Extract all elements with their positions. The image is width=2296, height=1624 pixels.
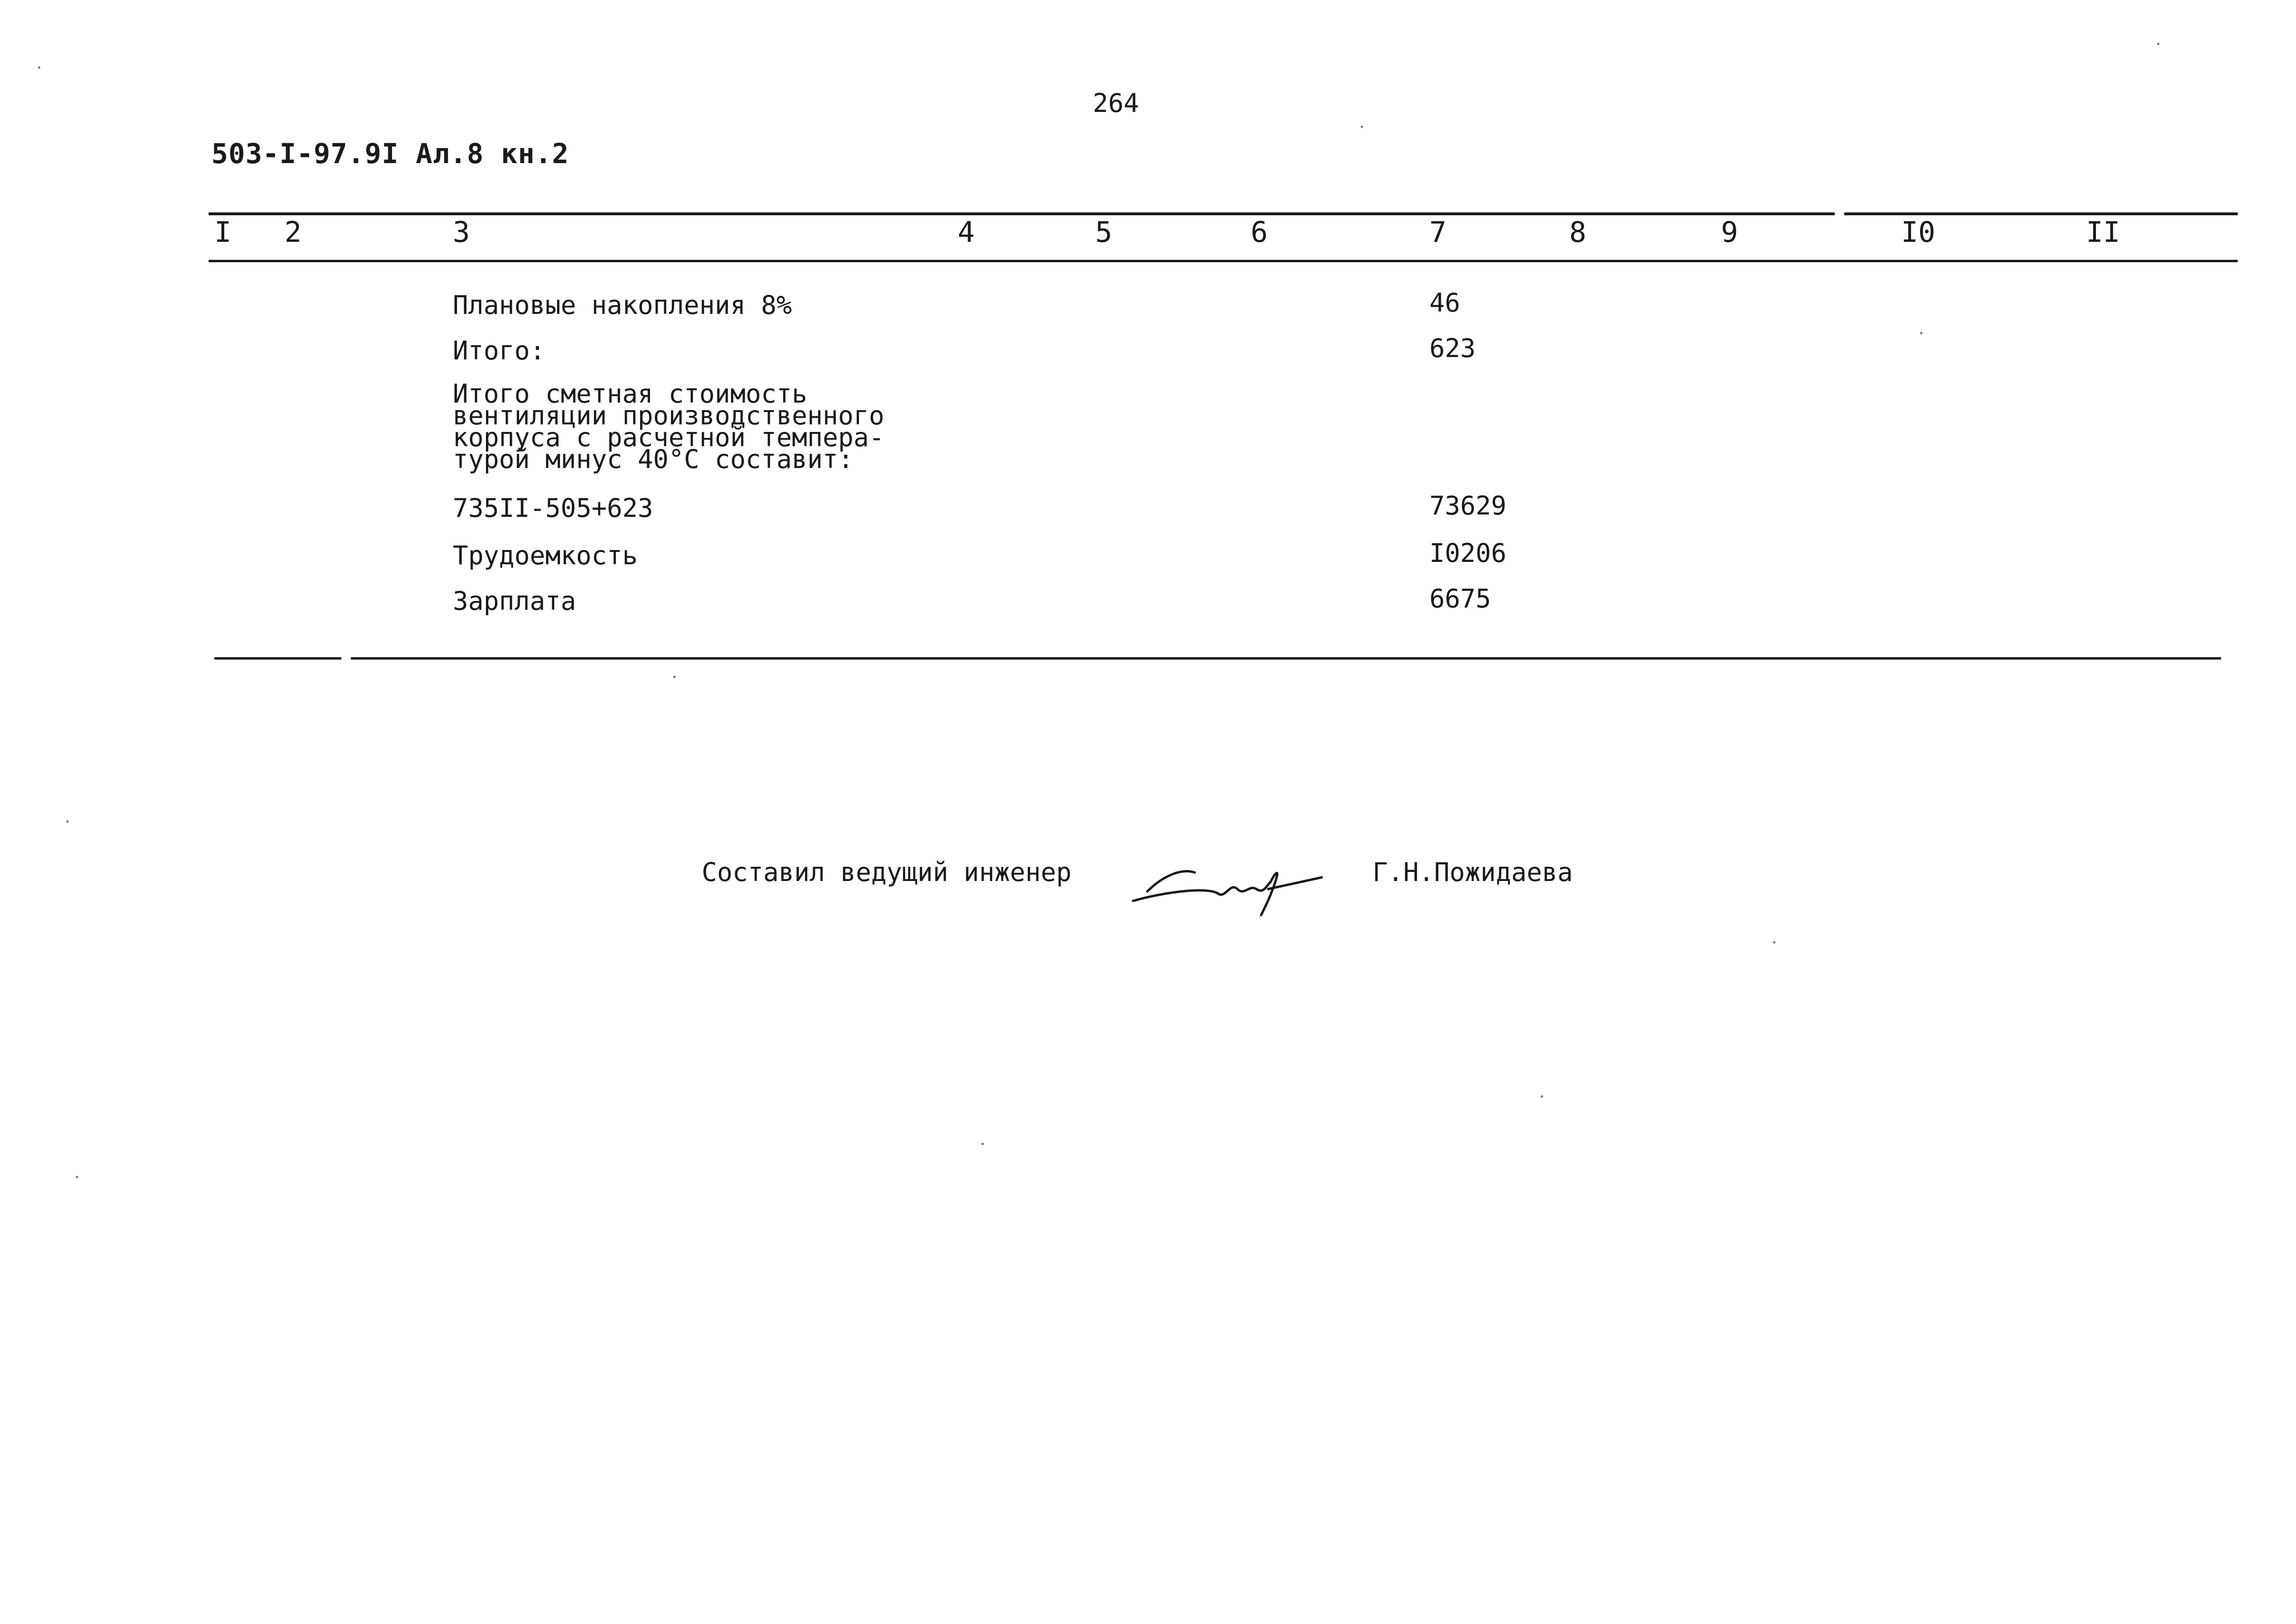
handwritten-signature: [1124, 844, 1323, 920]
scan-speck: [1541, 1095, 1543, 1098]
scan-speck: [1920, 332, 1922, 334]
document-code: 503-I-97.9I Ал.8 кн.2: [211, 138, 569, 170]
header-rule-top-right: [1844, 212, 2238, 215]
scan-speck: [2157, 43, 2159, 45]
signer-name: Г.Н.Пожидаева: [1372, 857, 1573, 887]
scan-speck: [76, 1176, 78, 1178]
scan-speck: [1361, 126, 1363, 128]
header-rule-top: [209, 212, 1835, 215]
column-header-3: 3: [453, 216, 470, 249]
row-label-total-description: Итого сметная стоимость вентиляции производственного корпуса с расчетной темпера- турой минус 40°С составит:: [453, 379, 885, 474]
column-header-9: 9: [1721, 216, 1738, 249]
scan-speck: [673, 676, 676, 678]
page-number: 264: [1093, 88, 1139, 118]
table-bottom-rule-left: [214, 657, 341, 660]
compiled-by-label: Составил ведущий инженер: [702, 857, 1072, 887]
scan-speck: [38, 66, 40, 69]
row-label-wages: Зарплата: [453, 586, 576, 616]
table-bottom-rule: [351, 657, 2221, 660]
scan-speck: [1773, 941, 1775, 944]
row-label-subtotal: Итого:: [453, 336, 546, 366]
column-header-7: 7: [1429, 216, 1447, 249]
column-header-2: 2: [284, 216, 302, 249]
column-header-11: II: [2086, 216, 2121, 249]
row-label-planned-savings: Плановые накопления 8%: [453, 290, 792, 320]
row-label-labor-intensity: Трудоемкость: [453, 541, 638, 570]
scan-speck: [981, 1143, 984, 1145]
column-header-1: I: [214, 216, 232, 249]
column-header-4: 4: [958, 216, 975, 249]
column-header-8: 8: [1569, 216, 1587, 249]
column-header-6: 6: [1251, 216, 1268, 249]
column-header-5: 5: [1095, 216, 1113, 249]
row-value-planned-savings: 46: [1429, 288, 1461, 318]
header-rule-bottom: [209, 260, 2238, 262]
row-value-wages: 6675: [1429, 584, 1491, 614]
row-value-labor-intensity: I0206: [1429, 538, 1507, 568]
row-label-formula: 735II-505+623: [453, 493, 653, 523]
scan-speck: [66, 820, 69, 823]
column-header-10: I0: [1901, 216, 1936, 249]
row-value-grand-total: 73629: [1429, 491, 1507, 521]
row-value-subtotal: 623: [1429, 333, 1476, 363]
